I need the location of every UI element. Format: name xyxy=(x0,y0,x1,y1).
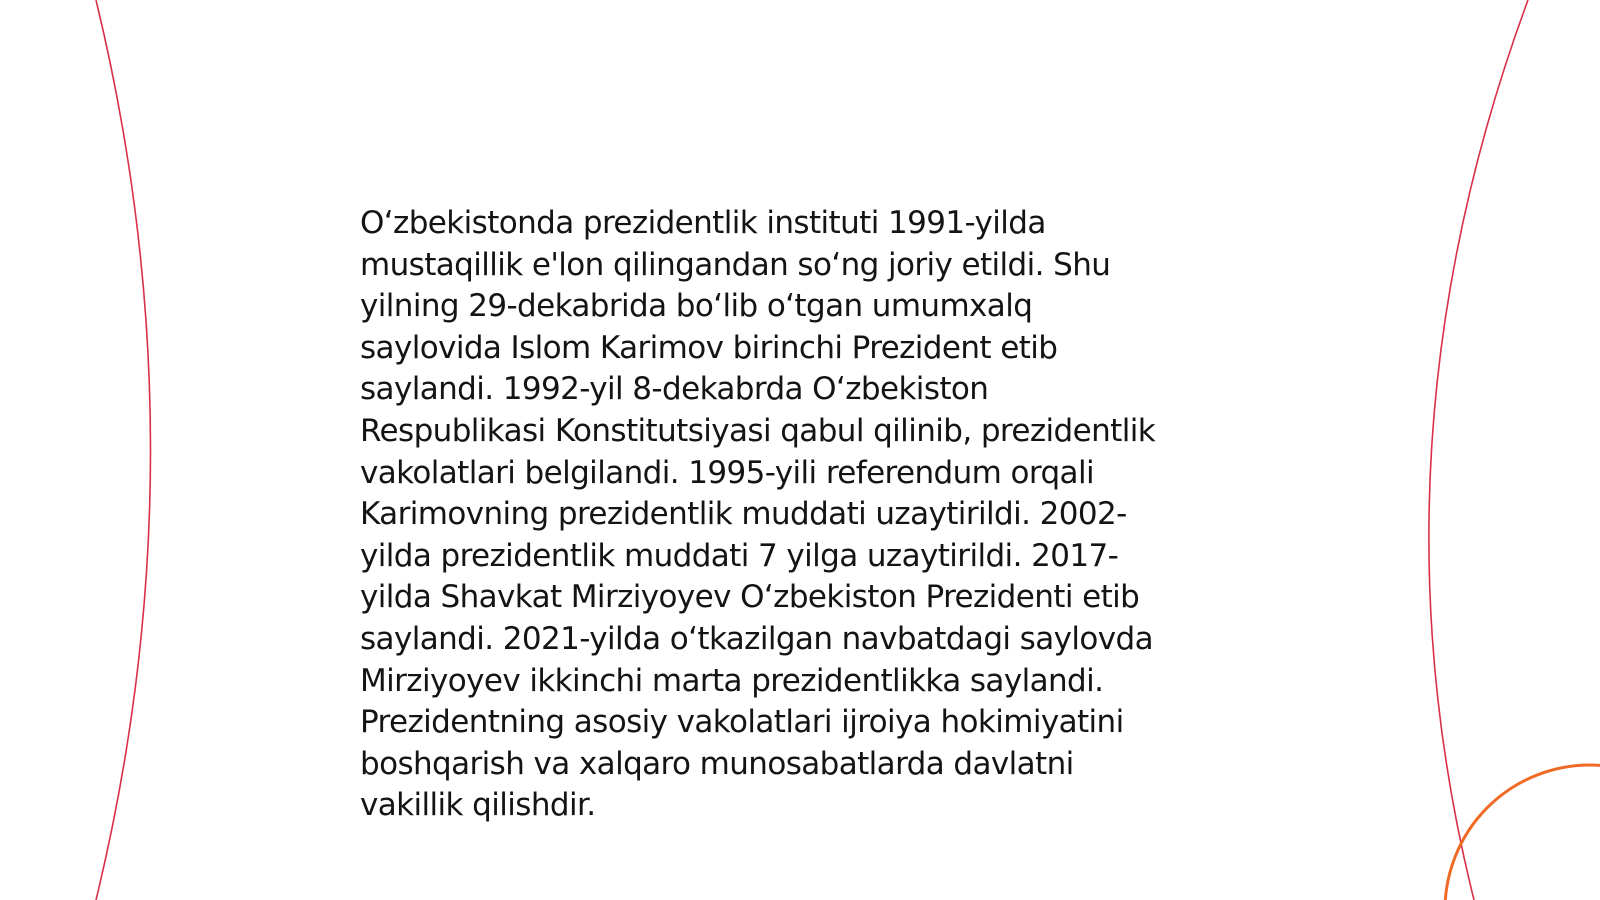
orange-circle-outline xyxy=(1445,765,1600,900)
left-arc-line xyxy=(96,0,151,900)
slide-body-text: O‘zbekistonda prezidentlik instituti 1991-yilda mustaqillik e'lon qilingandan so‘ng joriy etildi. Shu yilning 29-dekabrida bo‘lib o‘tgan umumxalq saylovida Islom Karimov birinchi Prezident etib saylandi. 1992-yil 8-dekabrda O‘zbekiston Respublikasi Konstitutsiyasi qabul qilinib, prezidentlik vakolatlari belgilandi. 1995-yili referendum orqali Karimovning prezidentlik muddati uzaytirildi. 2002- yilda prezidentlik muddati 7 yilga uzaytirildi. 2017- yilda Shavkat Mirziyoyev O‘zbekiston Prezidenti etib saylandi. 2021-yilda o‘tkazilgan navbatdagi saylovda Mirziyoyev ikkinchi marta prezidentlikka saylandi. Prezidentning asosiy vakolatlari ijroiya hokimiyatini boshqarish va xalqaro munosabatlarda davlatni vakillik qilishdir. xyxy=(360,205,1156,824)
right-arc-line xyxy=(1429,0,1528,900)
